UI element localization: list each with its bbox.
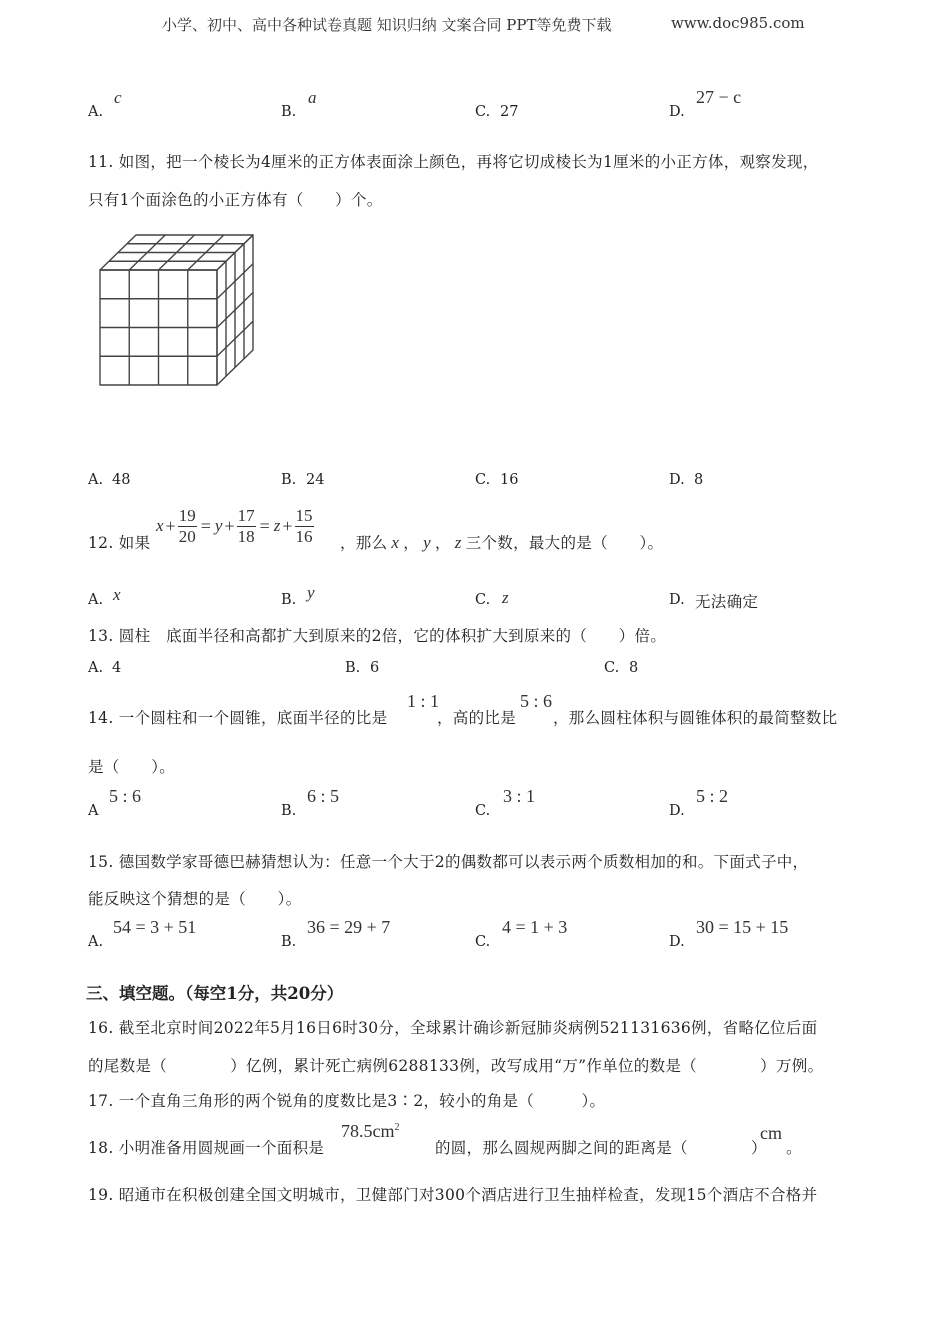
q14-line2: 是（ ）。 xyxy=(88,758,176,776)
q18-area-sup: 2 xyxy=(394,1122,400,1133)
q10-option-c-value: 27 xyxy=(500,104,519,120)
q12-option-d-label: D. xyxy=(669,592,685,608)
q14-part2: ，高的比是 xyxy=(437,709,517,727)
q11-option-a-label: A. xyxy=(88,472,104,488)
q19-text-line1: 19. 昭通市在积极创建全国文明城市，卫健部门对300个酒店进行卫生抽样检查，发现15个酒店不合格并 xyxy=(88,1186,818,1204)
q12-eq-plus3: + xyxy=(282,515,293,536)
q11-option-b-label: B. xyxy=(281,472,297,488)
q10-option-d-value: 27 − c xyxy=(696,87,742,107)
q12-eq-equals2: = xyxy=(259,515,270,536)
q12-option-c-value: z xyxy=(502,588,509,607)
q15-option-c-value: 4 = 1 + 3 xyxy=(502,917,568,937)
q13-option-a-label: A. xyxy=(88,660,104,676)
q12-tail-a: ，那么 xyxy=(340,534,388,552)
q12-option-a-label: A. xyxy=(88,592,104,608)
q15-option-a-value: 54 = 3 + 51 xyxy=(113,917,197,937)
q14-ratio1: 1 : 1 xyxy=(407,691,440,711)
q10-option-a-label: A. xyxy=(88,104,104,120)
q13-option-b-label: B. xyxy=(345,660,361,676)
q18-unit: cm xyxy=(760,1123,782,1143)
q12-option-b-value: y xyxy=(307,583,315,602)
q18-end: 。 xyxy=(786,1139,802,1157)
q12-sep1: ， xyxy=(403,534,420,552)
q18-part2: 的圆，那么圆规两脚之间的距离是（ ） xyxy=(435,1139,767,1157)
q10-option-d-label: D. xyxy=(669,104,685,120)
q18-area xyxy=(341,1121,400,1142)
q10-option-c-label: C. xyxy=(475,104,491,120)
q12-tail-b: 三个数，最大的是（ ）。 xyxy=(465,534,664,552)
q14-option-c-label: C. xyxy=(475,803,491,819)
q15-option-b-value: 36 = 29 + 7 xyxy=(307,917,391,937)
q12-frac3-num: 15 xyxy=(295,505,313,525)
q11-option-b-value: 24 xyxy=(306,472,325,488)
q14-option-b-value: 6 : 5 xyxy=(307,786,340,806)
q15-text-line1: 15. 德国数学家哥德巴赫猜想认为：任意一个大于2的偶数都可以表示两个质数相加的和。下面式子中， xyxy=(88,853,809,871)
header-url[interactable]: www.doc985.com xyxy=(671,14,805,32)
q12-frac2 xyxy=(237,506,256,547)
q12-sep2: ， xyxy=(434,534,451,552)
q18-part1: 18. 小明准备用圆规画一个面积是 xyxy=(88,1139,325,1157)
header-left: 小学、初中、高中各种试卷真题 知识归纳 文案合同 PPT等免费下载 xyxy=(162,16,612,34)
q11-option-c-label: C. xyxy=(475,472,491,488)
q18-area-value: 78.5cm xyxy=(341,1121,395,1141)
q12-eq-z: z xyxy=(273,516,281,535)
q11-option-c-value: 16 xyxy=(500,472,519,488)
q10-option-a-value: c xyxy=(114,88,122,107)
q12-frac3-den: 16 xyxy=(295,526,313,546)
q12-var-x: x xyxy=(391,533,400,552)
q11-option-d-value: 8 xyxy=(694,472,704,488)
q15-text-line2: 能反映这个猜想的是（ ）。 xyxy=(88,890,302,908)
q12-eq-plus1: + xyxy=(165,515,176,536)
q15-option-d-value: 30 = 15 + 15 xyxy=(696,917,789,937)
q10-option-b-label: B. xyxy=(281,104,297,120)
q12-frac3 xyxy=(295,506,314,547)
q13-option-b-value: 6 xyxy=(370,660,380,676)
q15-option-a-label: A. xyxy=(88,934,104,950)
q12-eq-equals1: = xyxy=(200,515,211,536)
q12-frac2-den: 18 xyxy=(237,526,255,546)
q11-text-line1: 11. 如图，把一个棱长为4厘米的正方体表面涂上颜色，再将它切成棱长为1厘米的小正方体，观察发现， xyxy=(88,153,819,171)
q15-option-c-label: C. xyxy=(475,934,491,950)
q12-option-a-value: x xyxy=(113,585,121,604)
q12-frac1-den: 20 xyxy=(178,526,196,546)
q12-var-z: z xyxy=(454,533,462,552)
q14-option-d-label: D. xyxy=(669,803,685,819)
q12-frac1 xyxy=(178,506,197,547)
q14-part1: 14. 一个圆柱和一个圆锥，底面半径的比是 xyxy=(88,709,388,727)
q15-option-d-label: D. xyxy=(669,934,685,950)
q12-eq-plus2: + xyxy=(224,515,235,536)
q12-frac1-num: 19 xyxy=(178,505,196,525)
q12-eq-x: x xyxy=(156,516,164,535)
q12-option-c-label: C. xyxy=(475,592,491,608)
q12-option-d-value: 无法确定 xyxy=(695,593,759,611)
q12-frac2-num: 17 xyxy=(237,505,255,525)
q17-text: 17. 一个直角三角形的两个锐角的度数比是3∶2，较小的角是（ ）。 xyxy=(88,1092,606,1110)
q10-option-b-value: a xyxy=(308,88,317,107)
q12-tail xyxy=(340,531,663,553)
q16-text-line1: 16. 截至北京时间2022年5月16日6时30分，全球累计确诊新冠肺炎病例521131636例，省略亿位后面 xyxy=(88,1019,818,1037)
q13-text: 13. 圆柱 底面半径和高都扩大到原来的2倍，它的体积扩大到原来的（ ）倍。 xyxy=(88,627,667,645)
q14-option-a-label: A xyxy=(88,803,99,819)
q12-number: 12. 如果 xyxy=(88,534,151,552)
q14-option-b-label: B. xyxy=(281,803,297,819)
q12-option-b-label: B. xyxy=(281,592,297,608)
q13-option-a-value: 4 xyxy=(112,660,122,676)
section-3-title: 三、填空题。（每空1分，共20分） xyxy=(86,984,344,1003)
q15-option-b-label: B. xyxy=(281,934,297,950)
q13-option-c-label: C. xyxy=(604,660,620,676)
q14-option-a-value: 5 : 6 xyxy=(109,786,142,806)
q14-option-c-value: 3 : 1 xyxy=(503,786,536,806)
q16-text-line2: 的尾数是（ ）亿例，累计死亡病例6288133例，改写成用“万”作单位的数是（ ）万例。 xyxy=(88,1057,824,1075)
q14-part3: ，那么圆柱体积与圆锥体积的最简整数比 xyxy=(553,709,838,727)
q12-equation xyxy=(156,504,314,548)
cube-figure xyxy=(96,232,258,388)
q13-option-c-value: 8 xyxy=(629,660,639,676)
q14-ratio2: 5 : 6 xyxy=(520,691,553,711)
q11-text-line2: 只有1个面涂色的小正方体有（ ）个。 xyxy=(88,191,383,209)
q14-option-d-value: 5 : 2 xyxy=(696,786,729,806)
q12-var-y: y xyxy=(423,533,431,552)
q12-eq-y: y xyxy=(214,516,223,535)
q11-option-d-label: D. xyxy=(669,472,685,488)
q11-option-a-value: 48 xyxy=(112,472,131,488)
